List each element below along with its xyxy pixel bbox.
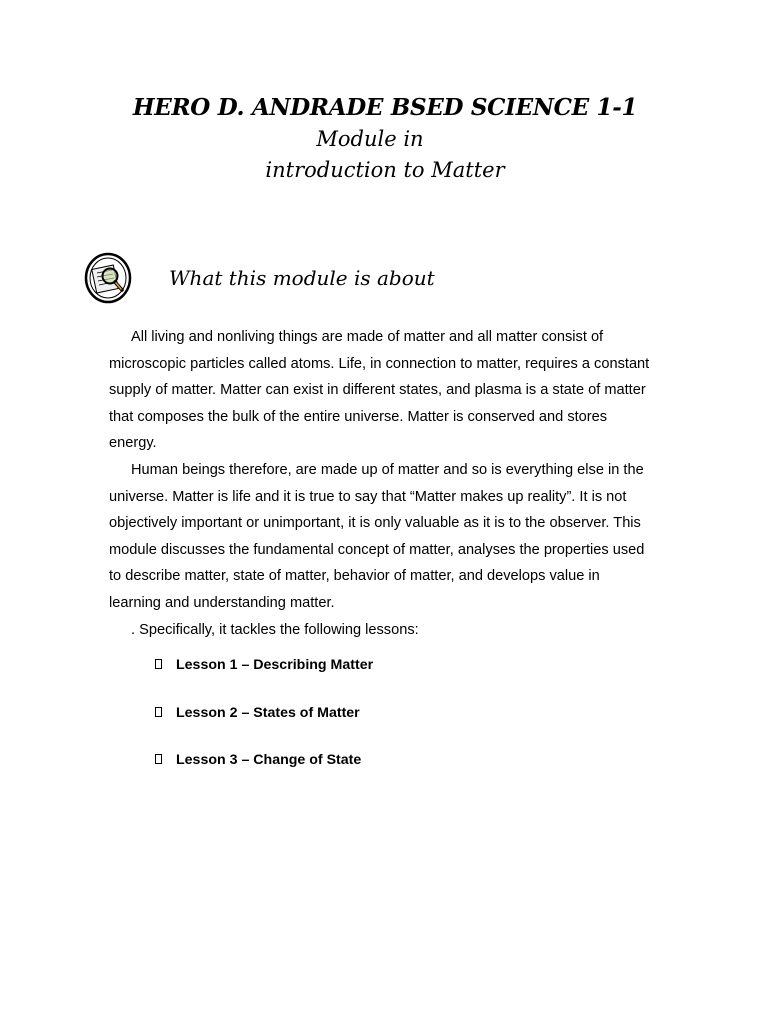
list-item (155, 702, 655, 750)
section-heading: What this module is about (169, 266, 435, 290)
section-header (84, 252, 684, 304)
lesson-label: Lesson 3 – Change of State (176, 752, 362, 768)
list-item (155, 654, 655, 702)
magnifier-document-icon (84, 252, 132, 304)
paragraph-2: Human beings therefore, are made up of matter and so is everything else in the universe. Matter is life and it is true to say that “Matter makes up reality”. It is not objectively important or unimportant, it is only valuable as it is to the observer. This module discusses the fundamental concept of matter, analyses the properties used to describe matter, state of matter, behavior of matter, and develops value in learning and understanding matter. (109, 461, 645, 611)
bullet-box-icon (155, 659, 162, 669)
module-subtitle-line2: introduction to Matter (265, 158, 505, 182)
bullet-box-icon (155, 707, 162, 717)
bullet-box-icon (155, 754, 162, 764)
document-title: HERO D. ANDRADE BSED SCIENCE 1-1 (132, 94, 638, 121)
paragraph-1: All living and nonliving things are made of matter and all matter consist of microscopic particles called atoms. Life, in connection to matter, requires a constant supply of matter. Matter can exist in different states, and plasma is a state of matter that composes the bulk of the entire universe. Matter is conserved and stores energy. (109, 329, 650, 452)
module-description (109, 324, 654, 643)
title-block (0, 92, 768, 186)
list-item (155, 749, 655, 797)
paragraph-3: . Specifically, it tackles the following lessons: (131, 621, 419, 638)
lesson-list (155, 654, 655, 797)
module-subtitle-line1: Module in (316, 127, 424, 151)
lesson-label: Lesson 1 – Describing Matter (176, 657, 374, 673)
lesson-label: Lesson 2 – States of Matter (176, 704, 360, 721)
